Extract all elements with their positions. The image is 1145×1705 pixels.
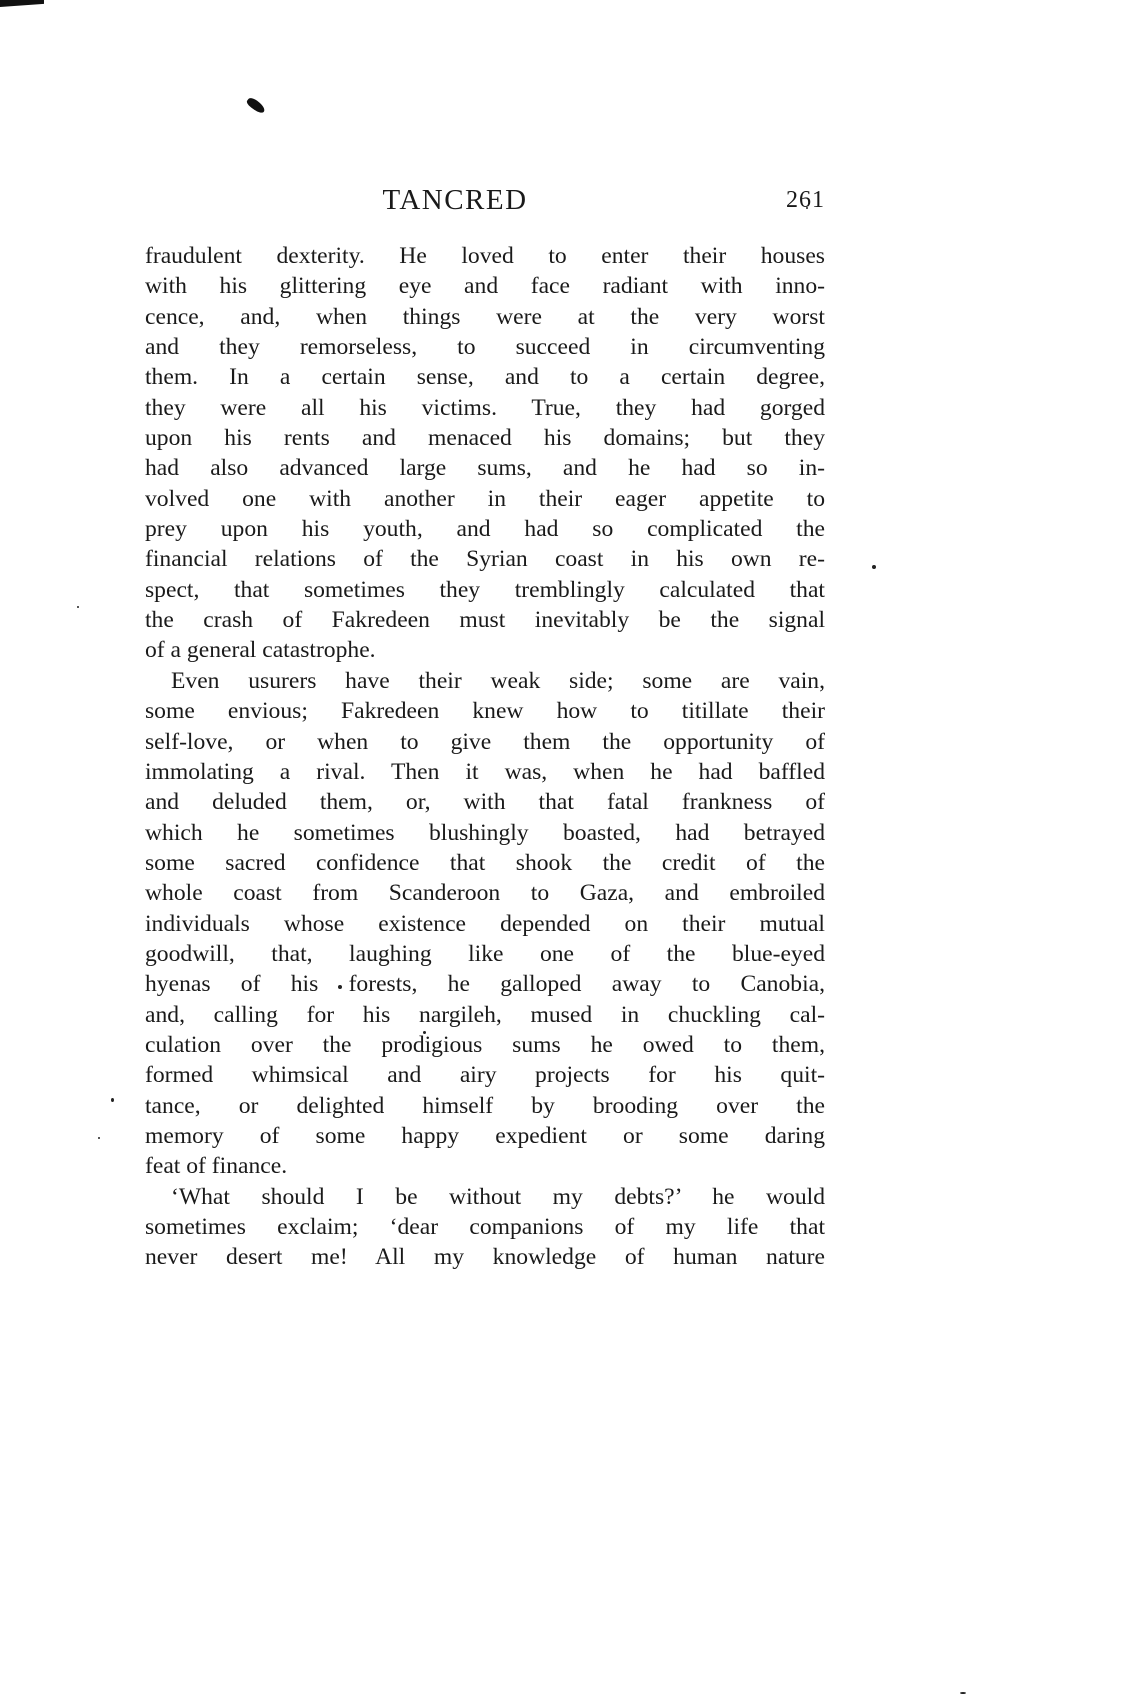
ink-speck (872, 565, 876, 569)
text-line: never desert me! All my knowledge of human nature (145, 1244, 825, 1271)
text-line: individuals whose existence depended on their mutual (145, 910, 825, 937)
body-text (145, 241, 825, 1273)
text-line: volved one with another in their eager appetite to (145, 485, 825, 512)
scan-corner-mark (0, 0, 44, 7)
text-line: whole coast from Scanderoon to Gaza, and embroiled (145, 880, 825, 907)
text-line: memory of some happy expedient or some daring (145, 1122, 825, 1149)
ink-speck (111, 1098, 114, 1102)
running-header (145, 180, 825, 220)
text-line: financial relations of the Syrian coast in his own re- (145, 546, 825, 573)
text-line: and, calling for his nargileh, mused in chuckling cal- (145, 1001, 825, 1028)
ink-smudge (245, 96, 266, 115)
text-line: self-love, or when to give them the opportunity of (145, 728, 825, 755)
text-line: and deluded them, or, with that fatal frankness of (145, 789, 825, 816)
text-line: the crash of Fakredeen must inevitably be the signal (145, 607, 825, 634)
text-line: they were all his victims. True, they had gorged (145, 394, 825, 421)
text-line: which he sometimes blushingly boasted, had betrayed (145, 819, 825, 846)
text-line: immolating a rival. Then it was, when he had baffled (145, 758, 825, 785)
text-line: tance, or delighted himself by brooding over the (145, 1092, 825, 1119)
text-line: sometimes exclaim; ‘dear companions of my life that (145, 1214, 825, 1240)
text-line: some envious; Fakredeen knew how to titillate their (145, 698, 825, 725)
text-line: and they remorseless, to succeed in circumventing (145, 334, 825, 361)
text-line: of a general catastrophe. (145, 637, 376, 664)
text-line: them. In a certain sense, and to a certain degree, (145, 364, 825, 391)
page-number: 261 (786, 187, 825, 213)
text-line: upon his rents and menaced his domains; but they (145, 425, 825, 452)
ink-speck (77, 606, 79, 608)
text-line: some sacred confidence that shook the credit of the (145, 849, 825, 876)
text-line: goodwill, that, laughing like one of the blue-eyed (145, 940, 825, 967)
text-line: fraudulent dexterity. He loved to enter their houses (145, 243, 825, 269)
text-line: formed whimsical and airy projects for his quit- (145, 1062, 825, 1089)
ink-speck (98, 1137, 100, 1139)
text-line: culation over the prodigious sums he owed to them, (145, 1031, 825, 1058)
ink-speck (960, 1692, 966, 1694)
text-line: feat of finance. (145, 1153, 288, 1180)
text-line: cence, and, when things were at the very worst (145, 303, 825, 330)
text-line: with his glittering eye and face radiant with inno- (145, 273, 825, 300)
text-line: prey upon his youth, and had so complicated the (145, 516, 825, 543)
text-line: had also advanced large sums, and he had so in- (145, 455, 825, 482)
text-line: hyenas of his forests, he galloped away to Canobia, (145, 971, 825, 998)
text-line: Even usurers have their weak side; some are vain, (171, 667, 825, 694)
running-title: TANCRED (382, 184, 528, 216)
text-line: ‘What should I be without my debts?’ he would (171, 1183, 825, 1210)
text-line: spect, that sometimes they tremblingly calculated that (145, 576, 825, 603)
